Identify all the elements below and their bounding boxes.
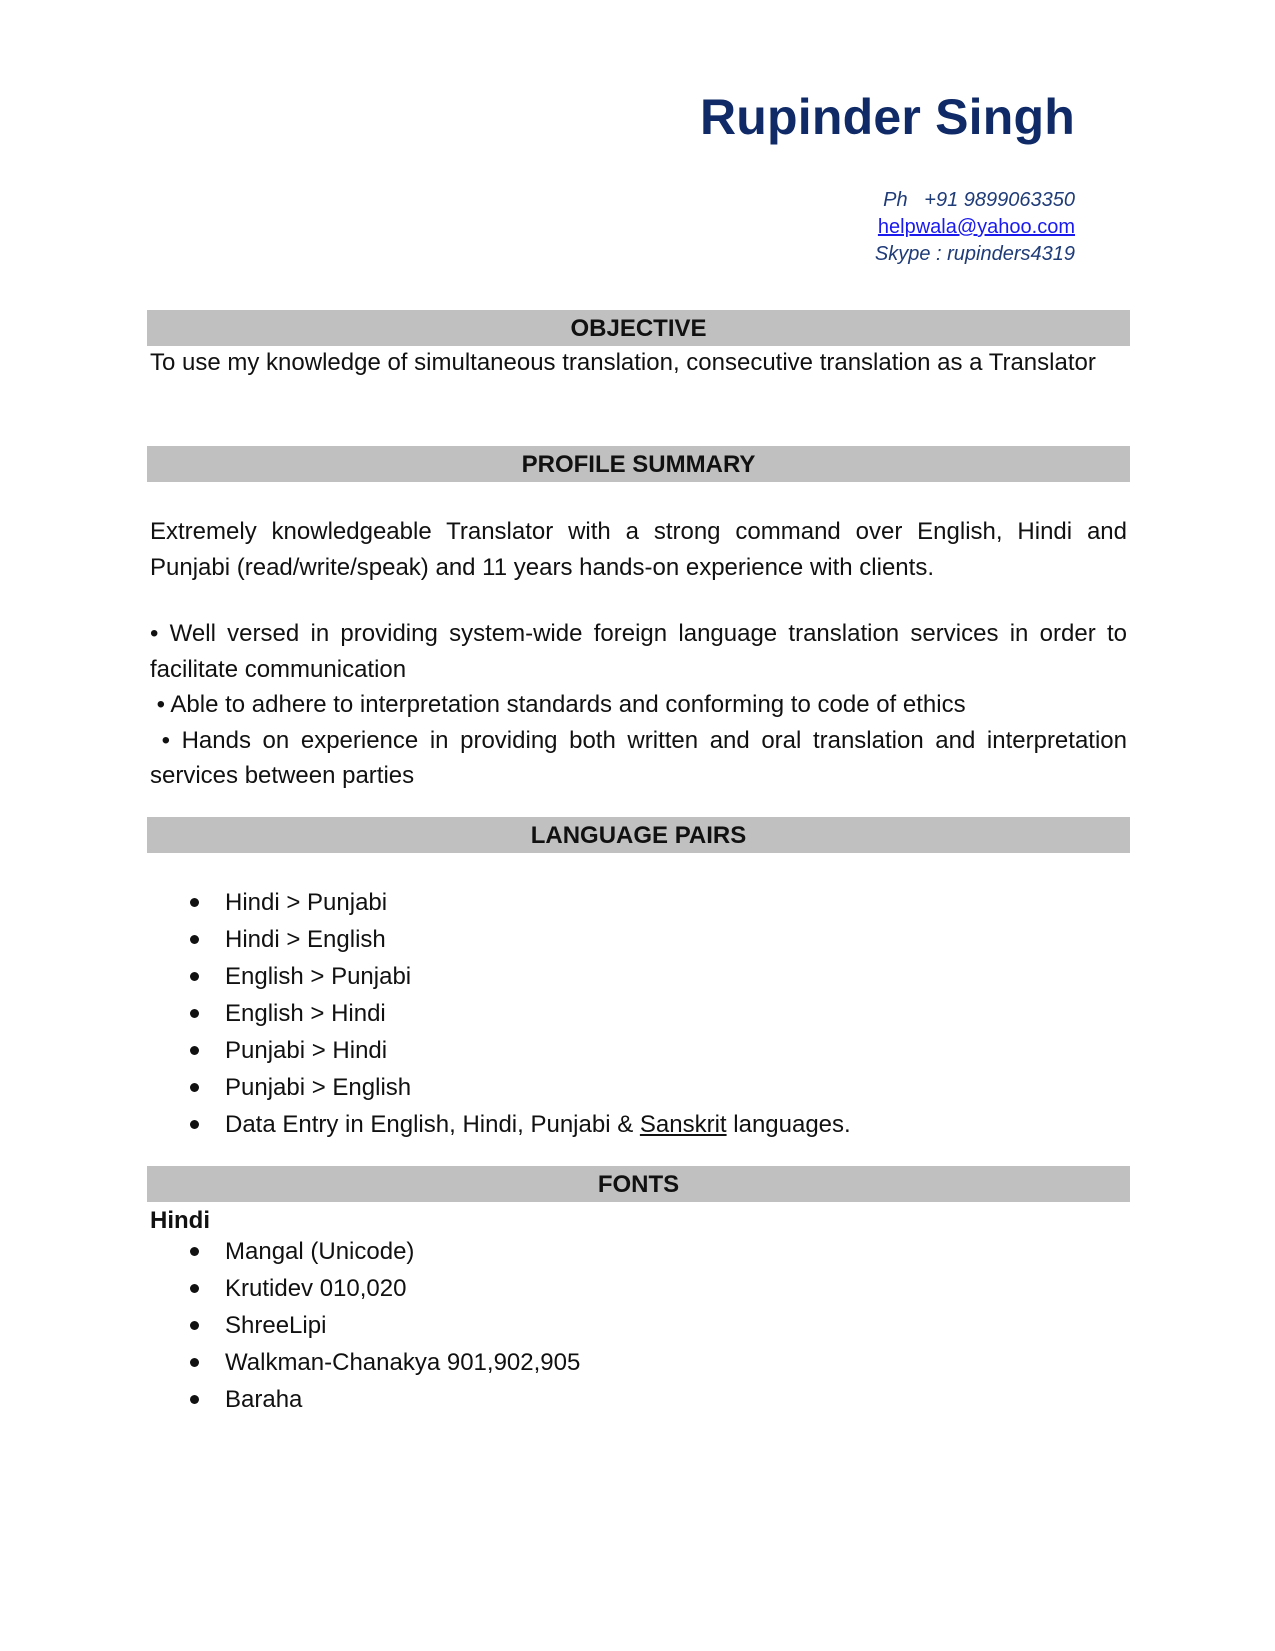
list-item: English > Punjabi bbox=[150, 958, 1127, 995]
bullet-icon bbox=[190, 1247, 199, 1256]
list-item: Baraha bbox=[150, 1381, 1127, 1418]
contact-block bbox=[875, 187, 1075, 268]
bullet-icon bbox=[190, 898, 199, 907]
list-item: Punjabi > Hindi bbox=[150, 1032, 1127, 1069]
fonts-list bbox=[150, 1233, 1127, 1418]
email-link[interactable]: helpwala@yahoo.com bbox=[877, 216, 1075, 238]
list-item: Krutidev 010,020 bbox=[150, 1270, 1127, 1307]
summary-point: • Hands on experience in providing both written and oral translation and interpretation services between parties bbox=[150, 726, 1134, 789]
bullet-icon bbox=[190, 1046, 199, 1055]
bullet-icon bbox=[190, 1321, 199, 1330]
bullet-icon bbox=[190, 1358, 199, 1367]
phone-number: Ph +91 9899063350 bbox=[883, 189, 1075, 211]
language-pairs-heading: LANGUAGE PAIRS bbox=[147, 817, 1130, 853]
list-item: English > Hindi bbox=[150, 995, 1127, 1032]
objective-text: To use my knowledge of simultaneous translation, consecutive translation as a Translator bbox=[150, 349, 1096, 376]
summary-point: • Well versed in providing system-wide foreign language translation services in order to facilitate communication bbox=[150, 620, 1127, 683]
bullet-icon bbox=[190, 1395, 199, 1404]
list-item: Mangal (Unicode) bbox=[150, 1233, 1127, 1270]
bullet-icon bbox=[190, 935, 199, 944]
language-pairs-list bbox=[150, 884, 1127, 1143]
list-item: ShreeLipi bbox=[150, 1307, 1127, 1344]
list-item: Hindi > English bbox=[150, 921, 1127, 958]
bullet-icon bbox=[190, 972, 199, 981]
bullet-icon bbox=[190, 1120, 199, 1129]
profile-summary-intro: Extremely knowledgeable Translator with a strong command over English, Hindi and Punjabi (read/write/speak) and 11 years hands-on experience with clients. bbox=[150, 518, 1127, 581]
list-item: Hindi > Punjabi bbox=[150, 884, 1127, 921]
fonts-subheading-hindi: Hindi bbox=[150, 1207, 210, 1234]
list-item: Data Entry in English, Hindi, Punjabi & Sanskrit languages. bbox=[150, 1106, 1127, 1143]
bullet-icon bbox=[190, 1009, 199, 1018]
objective-heading: OBJECTIVE bbox=[147, 310, 1130, 346]
skype-id: Skype : rupinders4319 bbox=[874, 243, 1075, 265]
summary-point: • Able to adhere to interpretation standards and conforming to code of ethics bbox=[150, 691, 966, 718]
profile-summary-points bbox=[150, 616, 1134, 794]
list-item: Punjabi > English bbox=[150, 1069, 1127, 1106]
profile-summary-heading: PROFILE SUMMARY bbox=[147, 446, 1130, 482]
candidate-name: Rupinder Singh bbox=[700, 89, 1075, 145]
bullet-icon bbox=[190, 1083, 199, 1092]
fonts-heading: FONTS bbox=[147, 1166, 1130, 1202]
sanskrit-underlined: Sanskrit bbox=[639, 1111, 727, 1138]
bullet-icon bbox=[190, 1284, 199, 1293]
list-item: Walkman-Chanakya 901,902,905 bbox=[150, 1344, 1127, 1381]
